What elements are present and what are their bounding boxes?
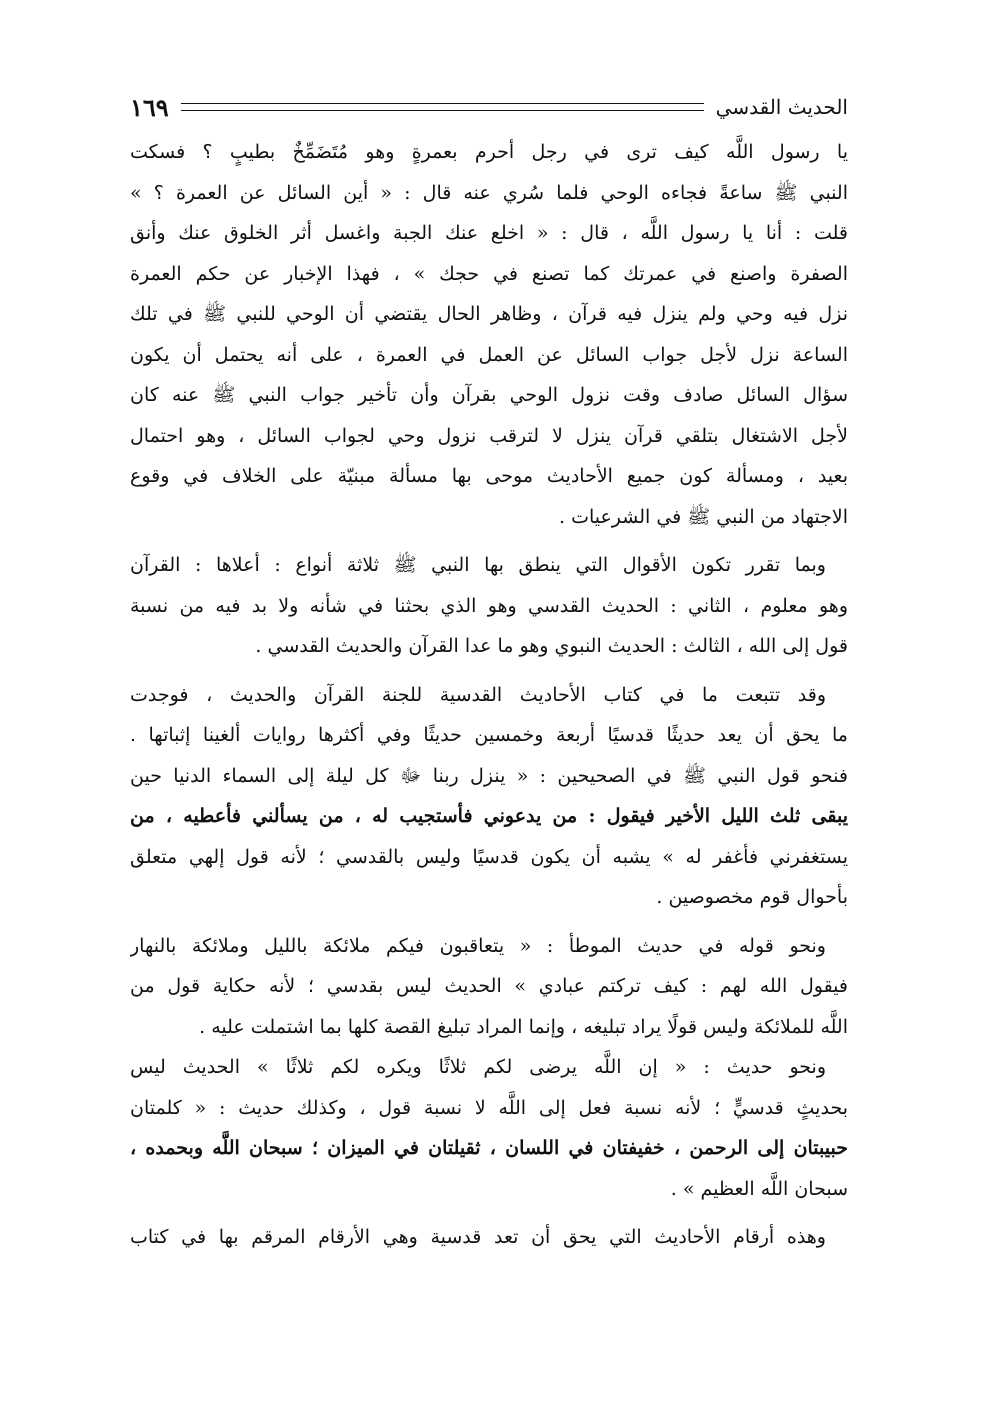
text-line: نزل فيه وحي ولم ينزل فيه قرآن ، وظاهر الحال يقتضي أن الوحي للنبي ﷺ في تلك [130,303,848,325]
text-line: وهو معلوم ، الثاني : الحديث القدسي وهو الذي بحثنا في شأنه ولا بد فيه من نسبة [130,594,848,617]
document-page [130,88,848,1388]
text-line: سبحان اللَّه العظيم » . [670,1177,848,1200]
text-line: بعيد ، ومسألة كون جميع الأحاديث موحى بها مسألة مبنيّة على الخلاف في وقوع [130,465,848,487]
text-line: اللَّه للملائكة وليس قولًا يراد تبليغه ، وإنما المراد تبليغ القصة كلها بما اشتملت عليه . [199,1015,848,1038]
text-line: وبما تقرر تكون الأقوال التي ينطق بها النبي ﷺ ثلاثة أنواع : أعلاها : القرآن [130,554,826,576]
text-line: النبي ﷺ ساعةً فجاءه الوحي فلما سُري عنه قال : « أين السائل عن العمرة ؟ » [130,181,848,204]
page-header [130,88,848,126]
text-line: بحديثٍ قدسيٍّ ؛ لأنه نسبة فعل إلى اللَّه لا نسبة قول ، وكذلك حديث : « كلمتان [130,1096,848,1119]
page-number: ١٦٩ [130,92,169,122]
text-line: الساعة نزل لأجل جواب السائل عن العمل في العمرة ، على أنه يحتمل أن يكون [130,343,848,366]
text-line: قلت : أنا يا رسول اللَّه ، قال : « اخلع عنك الجبة واغسل أثر الخلوق عنك وأنق [130,222,848,244]
text-line: الاجتهاد من النبي ﷺ في الشرعيات . [558,505,848,528]
text-line: ونحو قوله في حديث الموطأ : « يتعاقبون فيكم ملائكة بالليل وملائكة بالنهار [130,934,826,957]
running-title: الحديث القدسي [715,95,848,119]
text-line: ونحو حديث : « إن اللَّه يرضى لكم ثلاثًا ويكره لكم ثلاثًا » الحديث ليس [130,1056,826,1078]
text-line: سؤال السائل صادف وقت نزول الوحي بقرآن وأن تأخير جواب النبي ﷺ عنه كان [130,384,848,406]
text-line: وهذه أرقام الأحاديث التي يحق أن تعد قدسية وهي الأرقام المرقم بها في كتاب [130,1226,826,1248]
text-line: يبقى ثلث الليل الأخير فيقول : من يدعوني فأستجيب له ، من يسألني فأعطيه ، من [130,805,848,827]
text-line: يا رسول اللَّه كيف ترى في رجل أحرم بعمرةٍ وهو مُتَضَمِّخٌ بطيبٍ ؟ فسكت [130,141,848,163]
text-line: الصفرة واصنع في عمرتك كما تصنع في حجك » ، فهذا الإخبار عن حكم العمرة [130,262,848,285]
text-line: فيقول الله لهم : كيف تركتم عبادي » الحديث ليس بقدسي ؛ لأنه حكاية قول من [130,975,848,997]
text-line: ما يحق أن يعد حديثًا قدسيًا أربعة وخمسين حديثًا وفي أكثرها روايات ألغينا إثباتها . [130,724,848,746]
body-text [130,132,848,1258]
text-line: حبيبتان إلى الرحمن ، خفيفتان في اللسان ، ثقيلتان في الميزان ؛ سبحان اللَّه وبحمده ، [130,1137,848,1159]
text-line: فنحو قول النبي ﷺ في الصحيحين : « ينزل ربنا ﷻ كل ليلة إلى السماء الدنيا حين [130,764,848,787]
header-rule [181,103,704,111]
text-line: لأجل الاشتغال بتلقي قرآن ينزل لا لترقب نزول وحي لجواب السائل ، وهو احتمال [130,424,848,447]
text-line: قول إلى الله ، الثالث : الحديث النبوي وهو ما عدا القرآن والحديث القدسي . [255,635,848,657]
text-line: بأحوال قوم مخصوصين . [656,886,848,908]
text-line: يستغفرني فأغفر له » يشبه أن يكون قدسيًا وليس بالقدسي ؛ لأنه قول إلهي متعلق [130,845,848,868]
text-line: وقد تتبعت ما في كتاب الأحاديث القدسية للجنة القرآن والحديث ، فوجدت [130,683,826,706]
